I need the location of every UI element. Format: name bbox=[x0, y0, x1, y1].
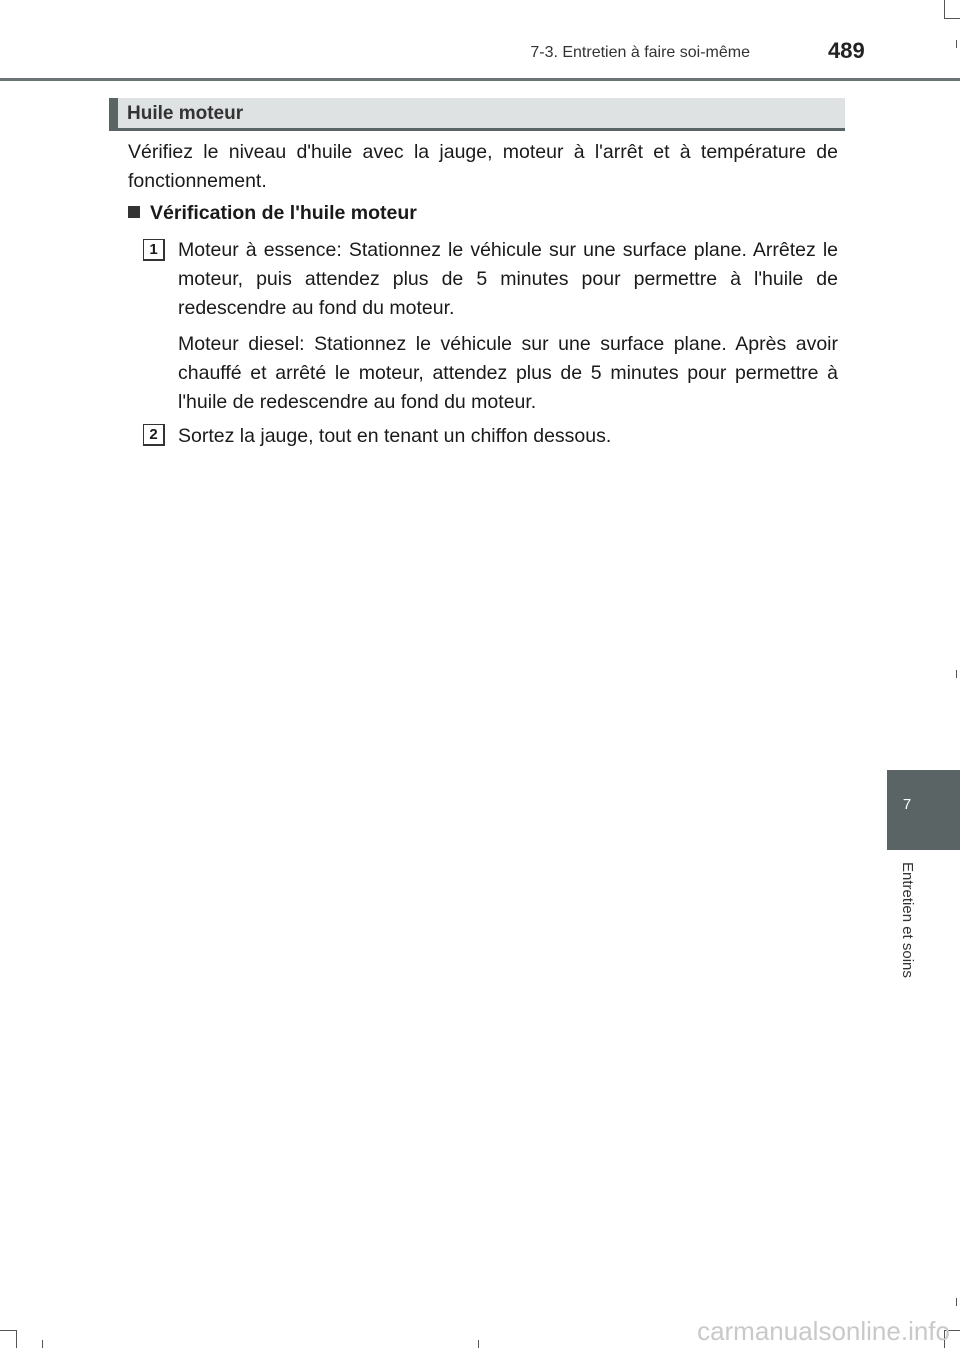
page-number: 489 bbox=[828, 38, 865, 63]
subsection-title: Vérification de l'huile moteur bbox=[150, 202, 417, 224]
header-divider bbox=[0, 78, 960, 81]
header-section-title: 7-3. Entretien à faire soi-même bbox=[530, 44, 750, 61]
crop-mark bbox=[478, 1340, 479, 1348]
section-intro: Vérifiez le niveau d'huile avec la jauge, moteur à l'arrêt et à température de fonctionnement. bbox=[128, 141, 838, 192]
crop-mark bbox=[16, 1330, 17, 1348]
section-heading-accent bbox=[109, 98, 118, 128]
section-title: Huile moteur bbox=[127, 103, 244, 124]
crop-mark bbox=[944, 18, 960, 19]
subsection-heading bbox=[128, 202, 417, 225]
step-1-text-diesel: Moteur diesel: Stationnez le véhicule sur une surface plane. Après avoir chauffé et arrêté le moteur, attendez plus de 5 minutes pour permettre à l'huile de redescendre au fond du moteur. bbox=[178, 333, 838, 413]
step-1-text-petrol: Moteur à essence: Stationnez le véhicule sur une surface plane. Arrêtez le moteur, puis attendez plus de 5 minutes pour permettre à l'huile de redescendre au fond du moteur. bbox=[178, 239, 838, 319]
step-number-badge: 1 bbox=[143, 239, 165, 261]
step-number-badge: 2 bbox=[143, 424, 165, 446]
chapter-number: 7 bbox=[902, 796, 912, 813]
crop-mark bbox=[956, 1298, 957, 1306]
crop-mark bbox=[956, 40, 957, 48]
watermark: carmanualsonline.info bbox=[697, 1316, 950, 1346]
crop-mark bbox=[944, 0, 945, 18]
step-2-text: Sortez la jauge, tout en tenant un chiffon dessous. bbox=[178, 425, 612, 447]
square-bullet-icon bbox=[128, 206, 140, 218]
crop-mark bbox=[42, 1340, 43, 1348]
section-heading-bar bbox=[109, 98, 845, 131]
chapter-label: Entretien et soins bbox=[899, 862, 916, 978]
crop-mark bbox=[0, 1330, 16, 1331]
crop-mark bbox=[956, 670, 957, 678]
